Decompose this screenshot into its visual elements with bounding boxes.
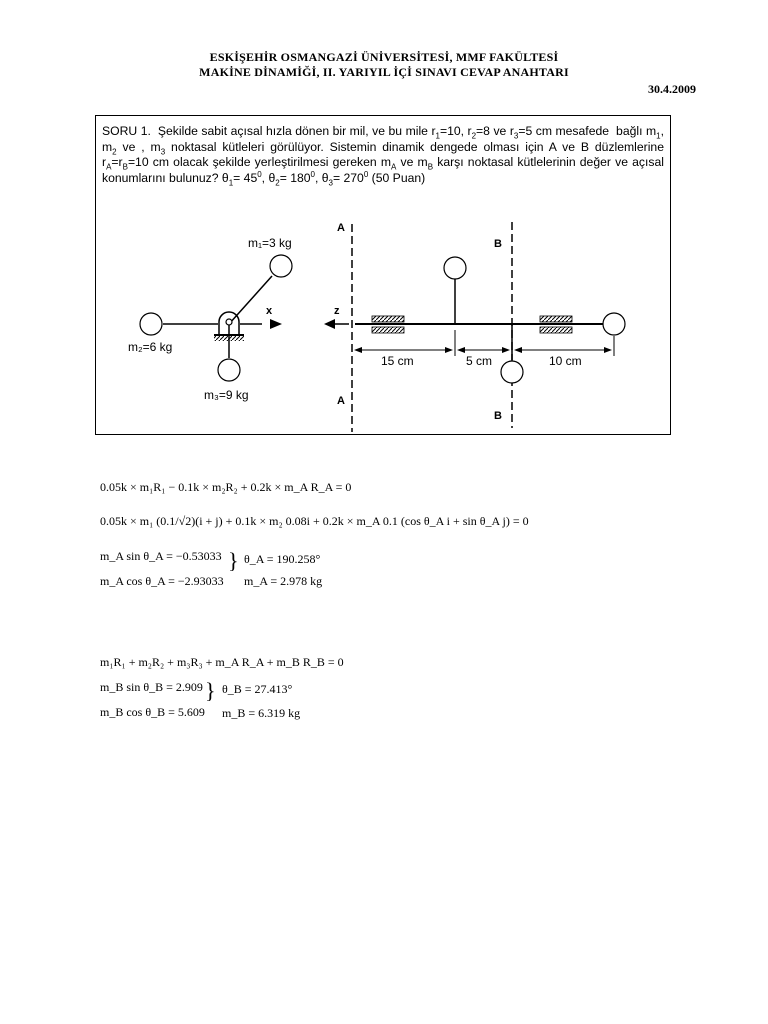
university-title: ESKİŞEHİR OSMANGAZİ ÜNİVERSİTESİ, MMF FAKÜLTESİ	[209, 50, 559, 64]
equation-moment-balance: 0.05k × m₁R₁ − 0.1k × m₂R₂ + 0.2k × m_A R_A = 0	[100, 480, 352, 494]
exam-date: 30.4.2009	[648, 82, 696, 96]
mass-m2-side	[603, 313, 625, 335]
plane-a-top-label: A	[337, 222, 345, 234]
end-view	[140, 255, 292, 381]
exam-title: MAKİNE DİNAMİĞİ, II. YARIYIL İÇİ SINAVI CEVAP ANAHTARI	[199, 65, 569, 79]
brace-b: }	[205, 678, 216, 703]
equation-moment-expanded: 0.05k × m₁ (0.1/√2)(i + j) + 0.1k × m₂ 0.08i + 0.2k × m_A 0.1 (cos θ_A i + sin θ_A j) = 0	[100, 514, 529, 528]
result-theta-b: θ_B = 27.413°	[222, 682, 293, 696]
equation-force-balance: m₁R₁ + m₂R₂ + m₃R₃ + m_A R_A + m_B R_B = 0	[100, 655, 344, 669]
plane-b-bottom-label: B	[494, 410, 502, 422]
label-m1: m₁=3 kg	[248, 236, 292, 250]
side-view	[324, 222, 625, 432]
mass-m1	[270, 255, 292, 277]
equation-mA-cos: m_A cos θ_A = −2.93033	[100, 574, 224, 588]
plane-a-bottom-label: A	[337, 395, 345, 407]
equation-mB-sin: m_B sin θ_B = 2.909	[100, 680, 203, 694]
label-m3: m₃=9 kg	[204, 388, 249, 402]
axis-z-label: z	[334, 305, 340, 317]
mass-m2	[140, 313, 162, 335]
result-m-a: m_A = 2.978 kg	[244, 574, 323, 588]
equation-mB-cos: m_B cos θ_B = 5.609	[100, 705, 205, 719]
mass-m3	[218, 359, 240, 381]
equation-mA-sin: m_A sin θ_A = −0.53033	[100, 549, 222, 563]
mass-m3-side	[501, 361, 523, 383]
question-text: SORU 1. Şekilde sabit açısal hızla dönen bir mil, ve bu mile $r_1=10$, $r_2=8$ ve $r_3=5$ cm mesafede bağlı $m_1$, $m_2$ ve , $m_3$ noktasal kütleleri görülüyor. Sistemin dinamik dengede olması için A ve B düzlemlerine $r_A=r_B=10$ cm olacak şekilde yerleştirilmesi gereken $m_A$ ve $m_B$ karşı noktasal kütlelerinin değer ve açısal konumlarını bulunuz? $\theta_1= 45^0$, $\theta_2= 180^0$, $\theta_3= 270^0$ (50 Puan)	[102, 124, 664, 187]
plane-b-top-label: B	[494, 238, 502, 250]
axis-x-label: x	[266, 305, 273, 317]
dimension-10cm: 10 cm	[549, 354, 582, 368]
label-m2: m₂=6 kg	[128, 340, 173, 354]
brace-a: }	[228, 548, 239, 573]
mass-m1-side	[444, 257, 466, 279]
dimension-15cm: 15 cm	[381, 354, 414, 368]
result-m-b: m_B = 6.319 kg	[222, 706, 301, 720]
dimension-5cm: 5 cm	[466, 354, 493, 368]
result-theta-a: θ_A = 190.258°	[244, 552, 321, 566]
